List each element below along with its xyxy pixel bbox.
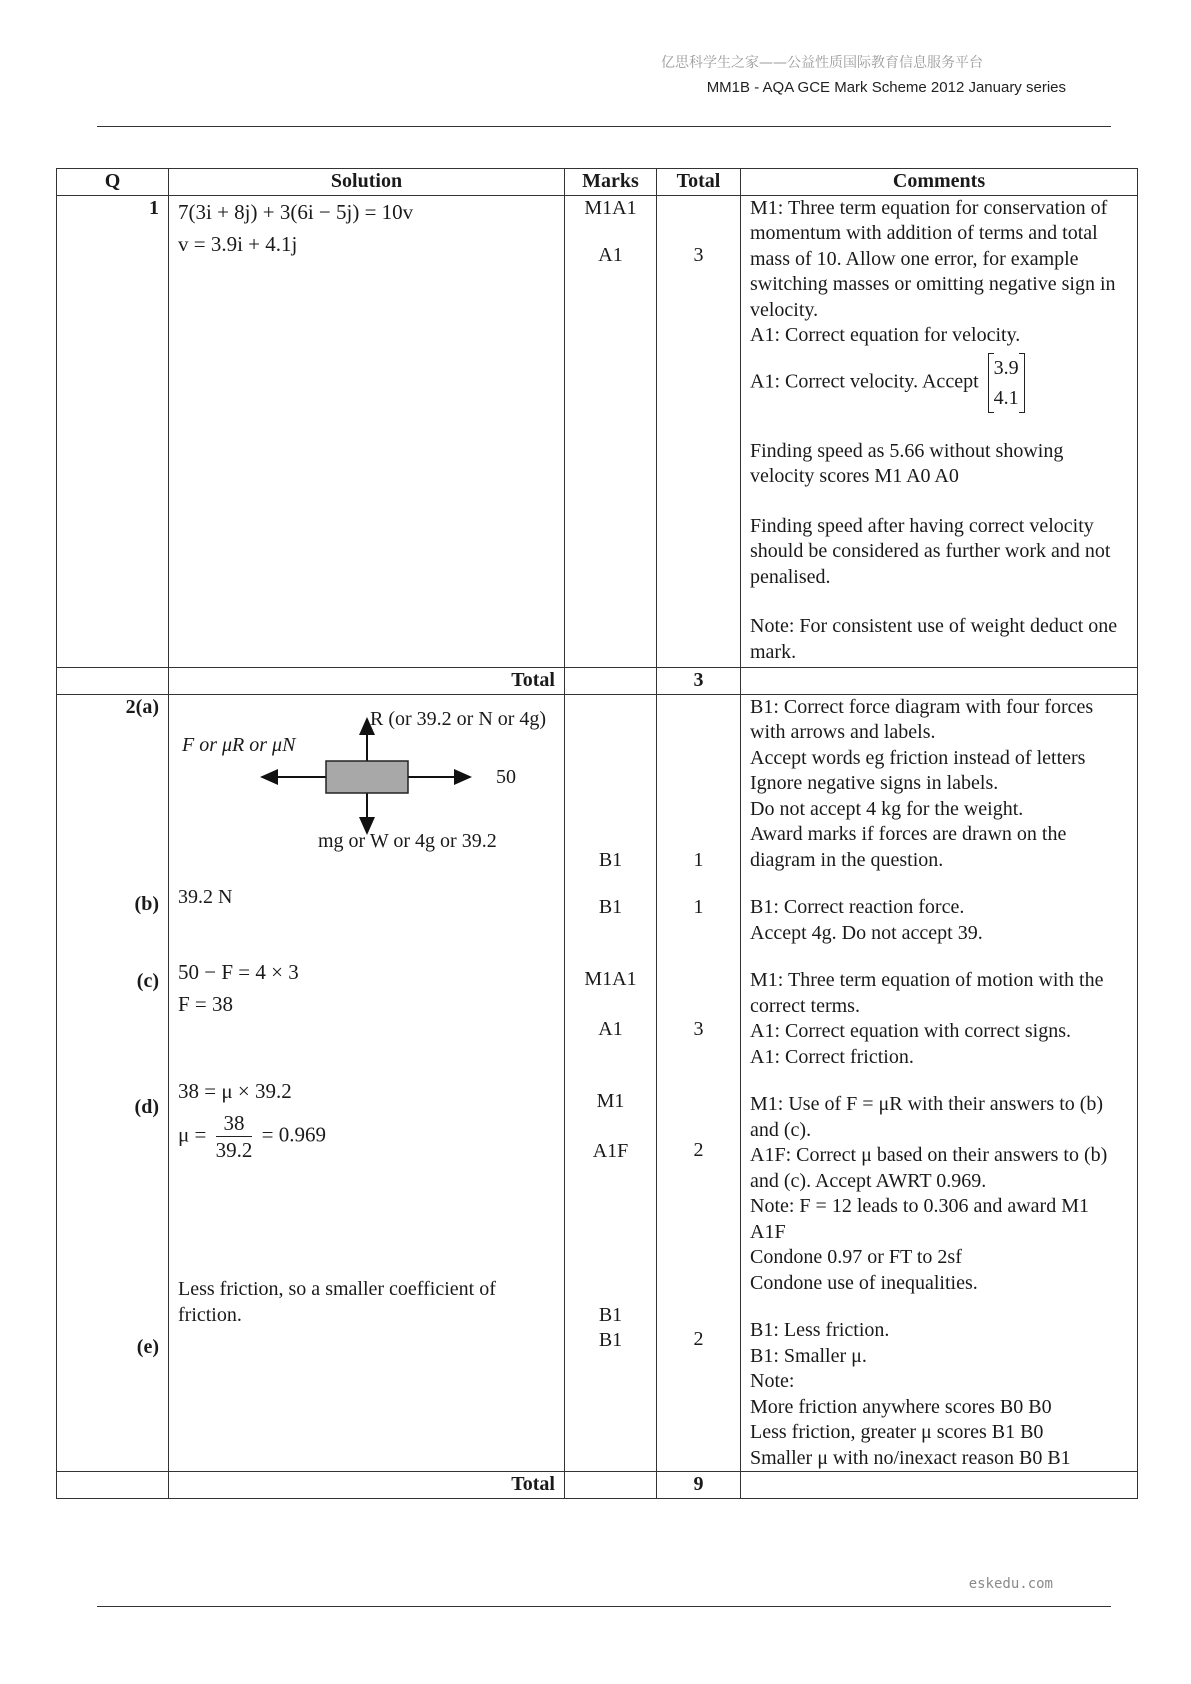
mark-code: A1F [592,1140,629,1162]
total-value: 1 [693,848,704,871]
numerator: 38 [216,1110,253,1137]
total-cell [657,694,741,1472]
friction-label: F or μR or μN [182,733,296,756]
comment-text: Note: For consistent use of weight deduct one mark. [750,615,1118,663]
solution-line: F = 38 [178,992,234,1016]
mu-symbol: μ = [178,1122,207,1147]
mark-code: A1 [598,1018,623,1040]
comment-text: Finding speed as 5.66 without showing velocity scores M1 A0 A0 [750,439,1064,487]
solution-line: 50 − F = 4 × 3 [178,960,299,984]
weight-label: mg or W or 4g or 39.2 [318,829,497,852]
applied-force-label: 50 [496,765,516,788]
col-header-q: Q [57,169,169,196]
mark-code: B1 [598,848,623,871]
comment-text: Note: [750,1370,795,1392]
reaction-label: R (or 39.2 or N or 4g) [370,707,547,730]
total-value: 3 [693,1017,704,1040]
comments-cell [741,195,1138,668]
comment-text: Condone 0.97 or FT to 2sf [750,1246,962,1268]
comment-text: Finding speed after having correct velocity should be considered as further work and not penalised. [750,514,1111,588]
comment-text: B1: Smaller μ. [750,1344,867,1367]
comment-text: M1: Three term equation of motion with the correct terms. [750,969,1104,1017]
empty-cell [741,668,1138,695]
comment-text: Do not accept 4 kg for the weight. [750,797,1024,820]
solution-cell [169,694,565,1472]
question-part: (b) [134,893,159,915]
comment-text: Less friction, greater μ scores B1 B0 [750,1421,1044,1443]
total-row [57,1472,1138,1499]
question-part: (c) [136,969,159,992]
total-value: 1 [693,896,704,918]
comment-text: More friction anywhere scores B0 B0 [750,1395,1052,1418]
empty-cell [57,1472,169,1499]
vector-component: 3.9 [993,356,1019,379]
mark-code: B1 [598,896,623,918]
question-part: (e) [136,1335,159,1358]
mark-code: B1 [598,1303,623,1326]
question-number: 1 [57,195,169,668]
marks-cell [565,195,657,668]
result: = 0.969 [261,1122,326,1147]
total-label: Total [169,1472,565,1499]
total-value: 2 [693,1139,704,1161]
total-value: 2 [693,1327,704,1350]
empty-cell [741,1472,1138,1499]
comment-text: A1: Correct equation with correct signs. [750,1020,1072,1042]
comment-text: M1: Use of F = μR with their answers to (b) and (c). [750,1093,1104,1141]
total-label: Total [169,668,565,695]
total-value: 3 [693,243,704,266]
question-number-cell [57,694,169,1472]
comment-text: A1: Correct friction. [750,1045,914,1068]
comment-text: Award marks if forces are drawn on the diagram in the question. [750,823,1067,871]
comment-text: B1: Correct force diagram with four forces with arrows and labels. [750,695,1094,743]
mark-code: M1A1 [584,967,637,990]
solution-cell [169,195,565,668]
comment-text: B1: Correct reaction force. [750,896,965,918]
block-shape [326,761,408,793]
comment-text: Smaller μ with no/inexact reason B0 B1 [750,1446,1071,1469]
solution-line: 38 = μ × 39.2 [178,1079,292,1103]
total-value: 3 [657,668,741,695]
table-header-row [57,169,1138,196]
vector-component: 4.1 [993,386,1019,409]
solution-fraction-line [178,1110,555,1163]
comment-text: B1: Less friction. [750,1319,890,1341]
marks-cell [565,694,657,1472]
denominator: 39.2 [215,1138,253,1162]
comment-text: Condone use of inequalities. [750,1271,978,1294]
empty-cell [57,668,169,695]
comment-text: A1: Correct velocity. Accept [750,370,979,393]
total-value: 9 [657,1472,741,1499]
mark-code: A1 [598,244,623,266]
comment-text: M1: Three term equation for conservation of momentum with addition of terms and total mass of 10. Allow one error, for example switching masses or omitting negative sign in velocity. [750,196,1116,321]
question-number: 2(a) [125,695,159,718]
comment-text: Accept 4g. Do not accept 39. [750,921,983,944]
solution-line: v = 3.9i + 4.1j [178,231,298,256]
comment-text: Ignore negative signs in labels. [750,772,999,794]
comment-text: Accept words eg friction instead of letters [750,746,1086,769]
comment-text: A1: Correct equation for velocity. [750,324,1021,346]
solution-line: 39.2 N [178,885,233,908]
velocity-column-vector [988,353,1025,413]
mark-scheme-table [56,168,1138,1499]
mark-code: M1 [596,1089,625,1112]
total-row [57,668,1138,695]
col-header-solution: Solution [169,169,565,196]
empty-cell [565,668,657,695]
document-title: MM1B - AQA GCE Mark Scheme 2012 January series [706,79,1066,96]
site-banner: 亿思科学生之家——公益性质国际教育信息服务平台 [661,55,983,71]
table-row-q1 [57,195,1138,668]
mark-code: M1A1 [584,196,637,219]
comment-text: A1F: Correct μ based on their answers to (b) and (c). Accept AWRT 0.969. [750,1144,1108,1192]
comment-text: Note: F = 12 leads to 0.306 and award M1 A1F [750,1195,1090,1243]
solution-line: Less friction, so a smaller coefficient of friction. [178,1278,496,1326]
fraction [216,1110,253,1163]
solution-line: 7(3i + 8j) + 3(6i − 5j) = 10v [178,199,414,224]
col-header-total: Total [657,169,741,196]
footer-site: eskedu.com [968,1576,1053,1592]
question-part: (d) [134,1096,159,1118]
footer-rule [97,1606,1111,1607]
mark-code: B1 [598,1329,623,1351]
col-header-marks: Marks [565,169,657,196]
force-diagram [178,695,555,865]
header-rule [97,126,1111,127]
total-cell [657,195,741,668]
empty-cell [565,1472,657,1499]
comments-cell [741,694,1138,1472]
comment-velocity [750,353,1128,413]
col-header-comments: Comments [741,169,1138,196]
table-row-q2 [57,694,1138,1472]
